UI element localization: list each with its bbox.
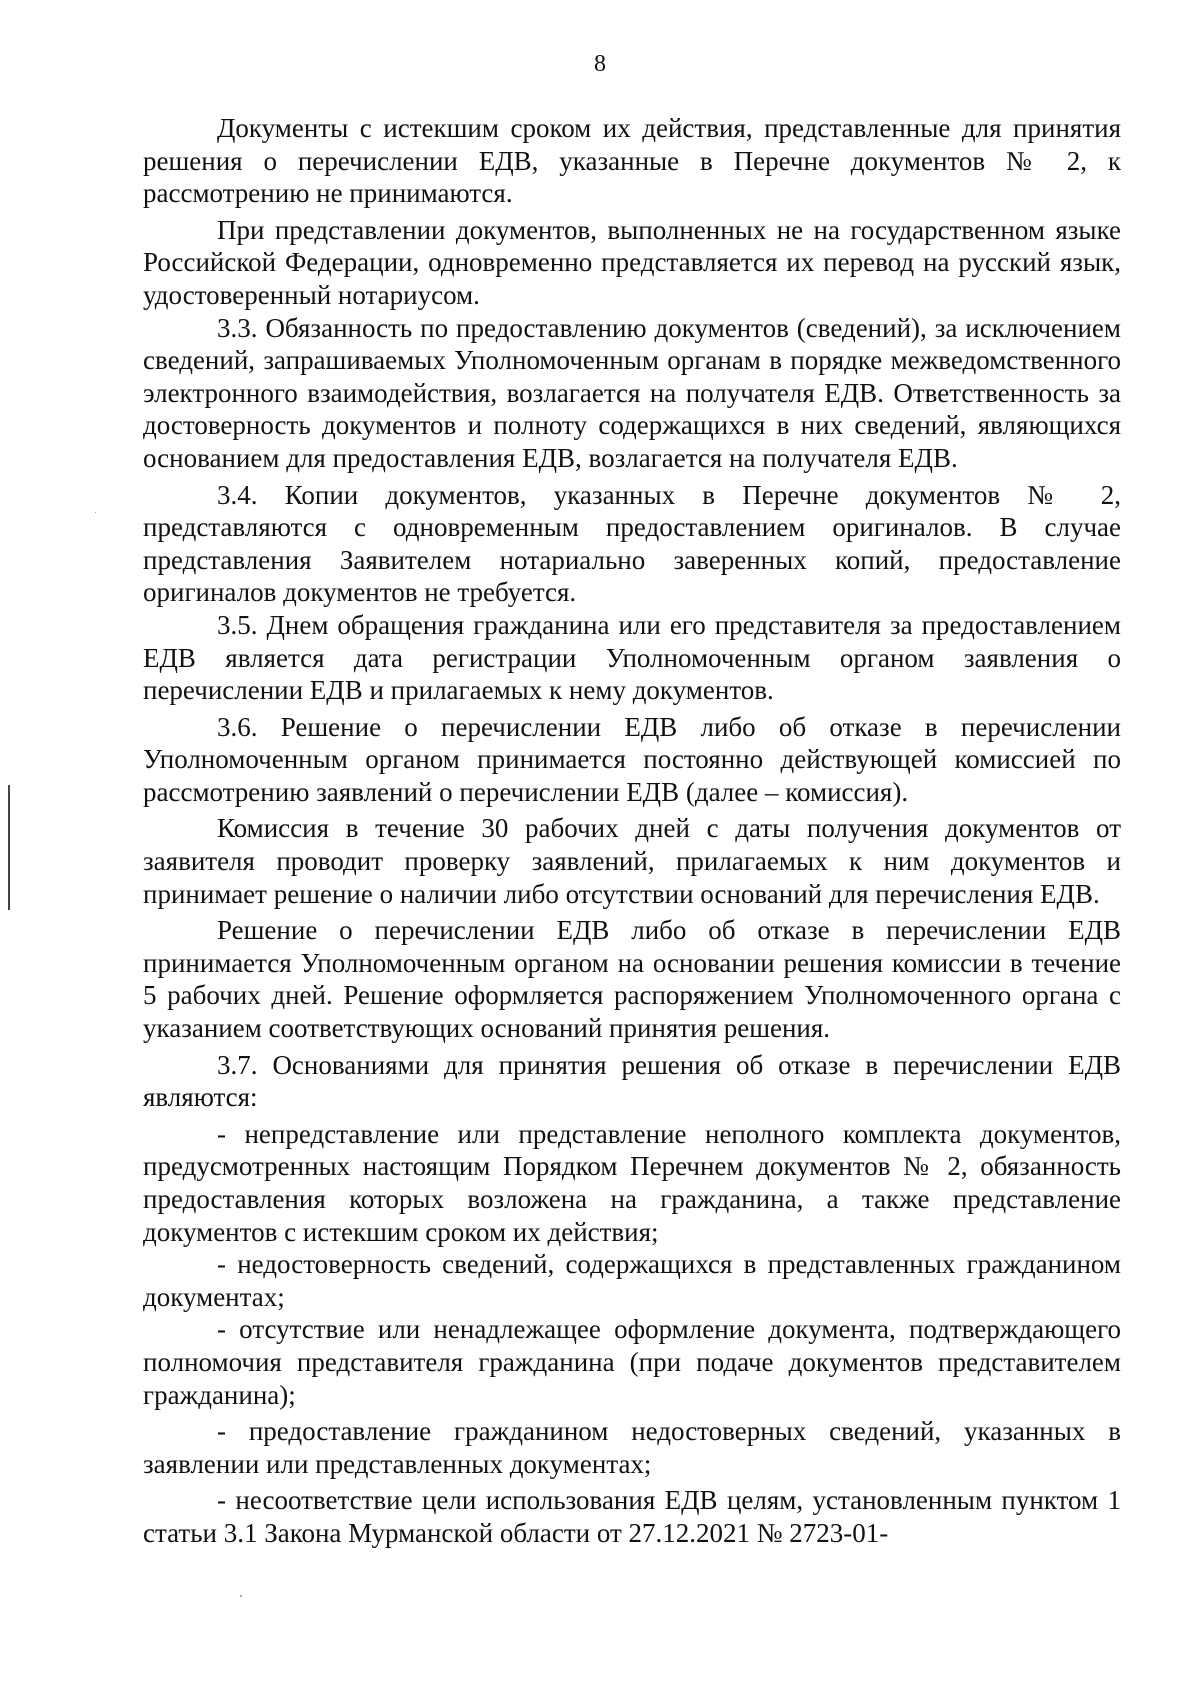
list-item: - несоответствие цели использования ЕДВ целям, установленным пунктом 1 статьи 3.1 Закона Мурманской области от 27.12.2021 № 2723-01- (143, 1485, 1121, 1548)
list-item: - предоставление гражданином недостоверных сведений, указанных в заявлении или представленных документах; (143, 1416, 1121, 1479)
scan-speck (240, 1595, 242, 1597)
list-item: - непредставление или представление неполного комплекта документов, предусмотренных настоящим Порядком Перечнем документов № 2, обязанность предоставления которых возложена на гражданина, а также представление документов с истекшим сроком их действия; (143, 1118, 1121, 1247)
scan-speck (95, 512, 96, 513)
document-body (143, 112, 1121, 1550)
paragraph-3-7: 3.7. Основаниями для принятия решения об отказе в перечислении ЕДВ являются: (143, 1049, 1121, 1113)
paragraph-3-4: 3.4. Копии документов, указанных в Перечне документов № 2, представляются с одновременным предоставлением оригиналов. В случае представления Заявителем нотариально заверенных копий, предоставление оригиналов документов не требуется. (143, 479, 1121, 608)
paragraph-commission: Комиссия в течение 30 рабочих дней с даты получения документов от заявителя проводит проверку заявлений, прилагаемых к ним документов и принимает решение о наличии либо отсутствии оснований для перечисления ЕДВ. (143, 813, 1121, 909)
paragraph-3-6: 3.6. Решение о перечислении ЕДВ либо об отказе в перечислении Уполномоченным органом принимается постоянно действующей комиссией по рассмотрению заявлений о перечислении ЕДВ (далее – комиссия). (143, 711, 1121, 807)
paragraph-3-5: 3.5. Днем обращения гражданина или его представителя за предоставлением ЕДВ является дата регистрации Уполномоченным органом заявления о перечислении ЕДВ и прилагаемых к нему документов. (143, 609, 1121, 706)
paragraph-expired-documents: Документы с истекшим сроком их действия, представленные для принятия решения о перечислении ЕДВ, указанные в Перечне документов № 2, к рассмотрению не принимаются. (143, 113, 1121, 209)
list-item: - отсутствие или ненадлежащее оформление документа, подтверждающего полномочия представителя гражданина (при подаче документов представителем гражданина); (143, 1314, 1121, 1410)
list-item: - недостоверность сведений, содержащихся в представленных гражданином документах; (143, 1249, 1121, 1312)
page-number: 8 (594, 51, 606, 77)
paragraph-decision: Решение о перечислении ЕДВ либо об отказе в перечислении ЕДВ принимается Уполномоченным органом на основании решения комиссии в течение 5 рабочих дней. Решение оформляется распоряжением Уполномоченного органа с указанием соответствующих оснований принятия решения. (143, 915, 1121, 1044)
scan-margin-mark (8, 785, 10, 910)
paragraph-translation: При представлении документов, выполненных не на государственном языке Российской Федерации, одновременно представляется их перевод на русский язык, удостоверенный нотариусом. (143, 214, 1121, 310)
paragraph-3-3: 3.3. Обязанность по предоставлению документов (сведений), за исключением сведений, запрашиваемых Уполномоченным органам в порядке межведомственного электронного взаимодействия, возлагается на получателя ЕДВ. Ответственность за достоверность документов и полноту содержащихся в них сведений, являющихся основанием для предоставления ЕДВ, возлагается на получателя ЕДВ. (143, 312, 1121, 473)
